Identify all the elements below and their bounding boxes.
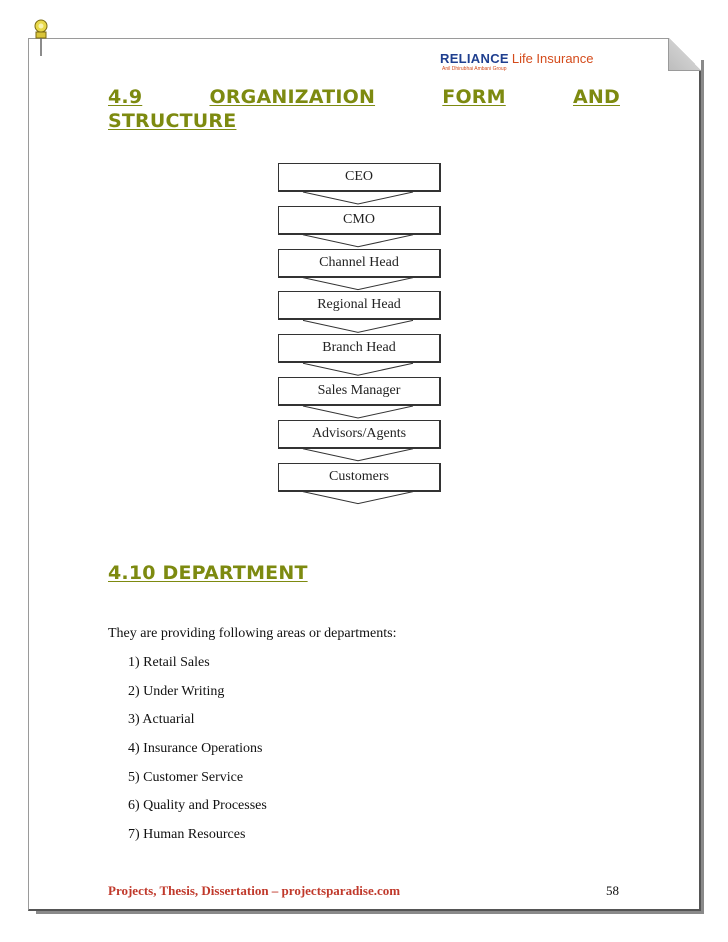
list-item: 1) Retail Sales (128, 655, 210, 670)
org-box: Customers (278, 463, 441, 492)
heading-word: 4.9 (108, 86, 143, 108)
list-item: 7) Human Resources (128, 827, 246, 843)
footer-text: Projects, Thesis, Dissertation – projectsparadise.com (108, 883, 401, 898)
org-arrow (303, 192, 413, 204)
org-box: Branch Head (278, 334, 441, 363)
org-box: Sales Manager (278, 377, 441, 406)
logo-tagline: Anil Dhirubhai Ambani Group (442, 66, 507, 72)
org-arrow (303, 492, 413, 504)
org-arrow (303, 363, 413, 375)
section-heading-department: 4.10 DEPARTMENT (108, 562, 308, 584)
heading-word: AND (572, 86, 620, 108)
department-list (128, 654, 267, 855)
org-box: CEO (278, 163, 441, 192)
org-arrow (303, 235, 413, 247)
org-arrow (303, 406, 413, 418)
list-item: 6) Quality and Processes (128, 798, 267, 814)
list-item: 3) Actuarial (128, 712, 195, 728)
page-number: 58 (606, 883, 619, 898)
department-intro: They are providing following areas or departments: (108, 626, 397, 641)
heading-word: ORGANIZATION (209, 86, 376, 108)
org-box: CMO (278, 206, 441, 235)
org-arrow (303, 320, 413, 332)
logo-product: Life Insurance (511, 51, 594, 66)
org-arrow (303, 278, 413, 290)
logo-brand: RELIANCE (440, 51, 509, 66)
org-arrow (303, 449, 413, 461)
list-item: 5) Customer Service (128, 769, 244, 785)
list-item: 2) Under Writing (128, 683, 225, 699)
list-item: 4) Insurance Operations (128, 741, 263, 757)
org-box: Advisors/Agents (278, 420, 441, 449)
heading-word: FORM (442, 86, 506, 108)
org-box: Channel Head (278, 249, 441, 278)
section-heading-org-line2: STRUCTURE (108, 110, 237, 132)
org-box: Regional Head (278, 291, 441, 320)
